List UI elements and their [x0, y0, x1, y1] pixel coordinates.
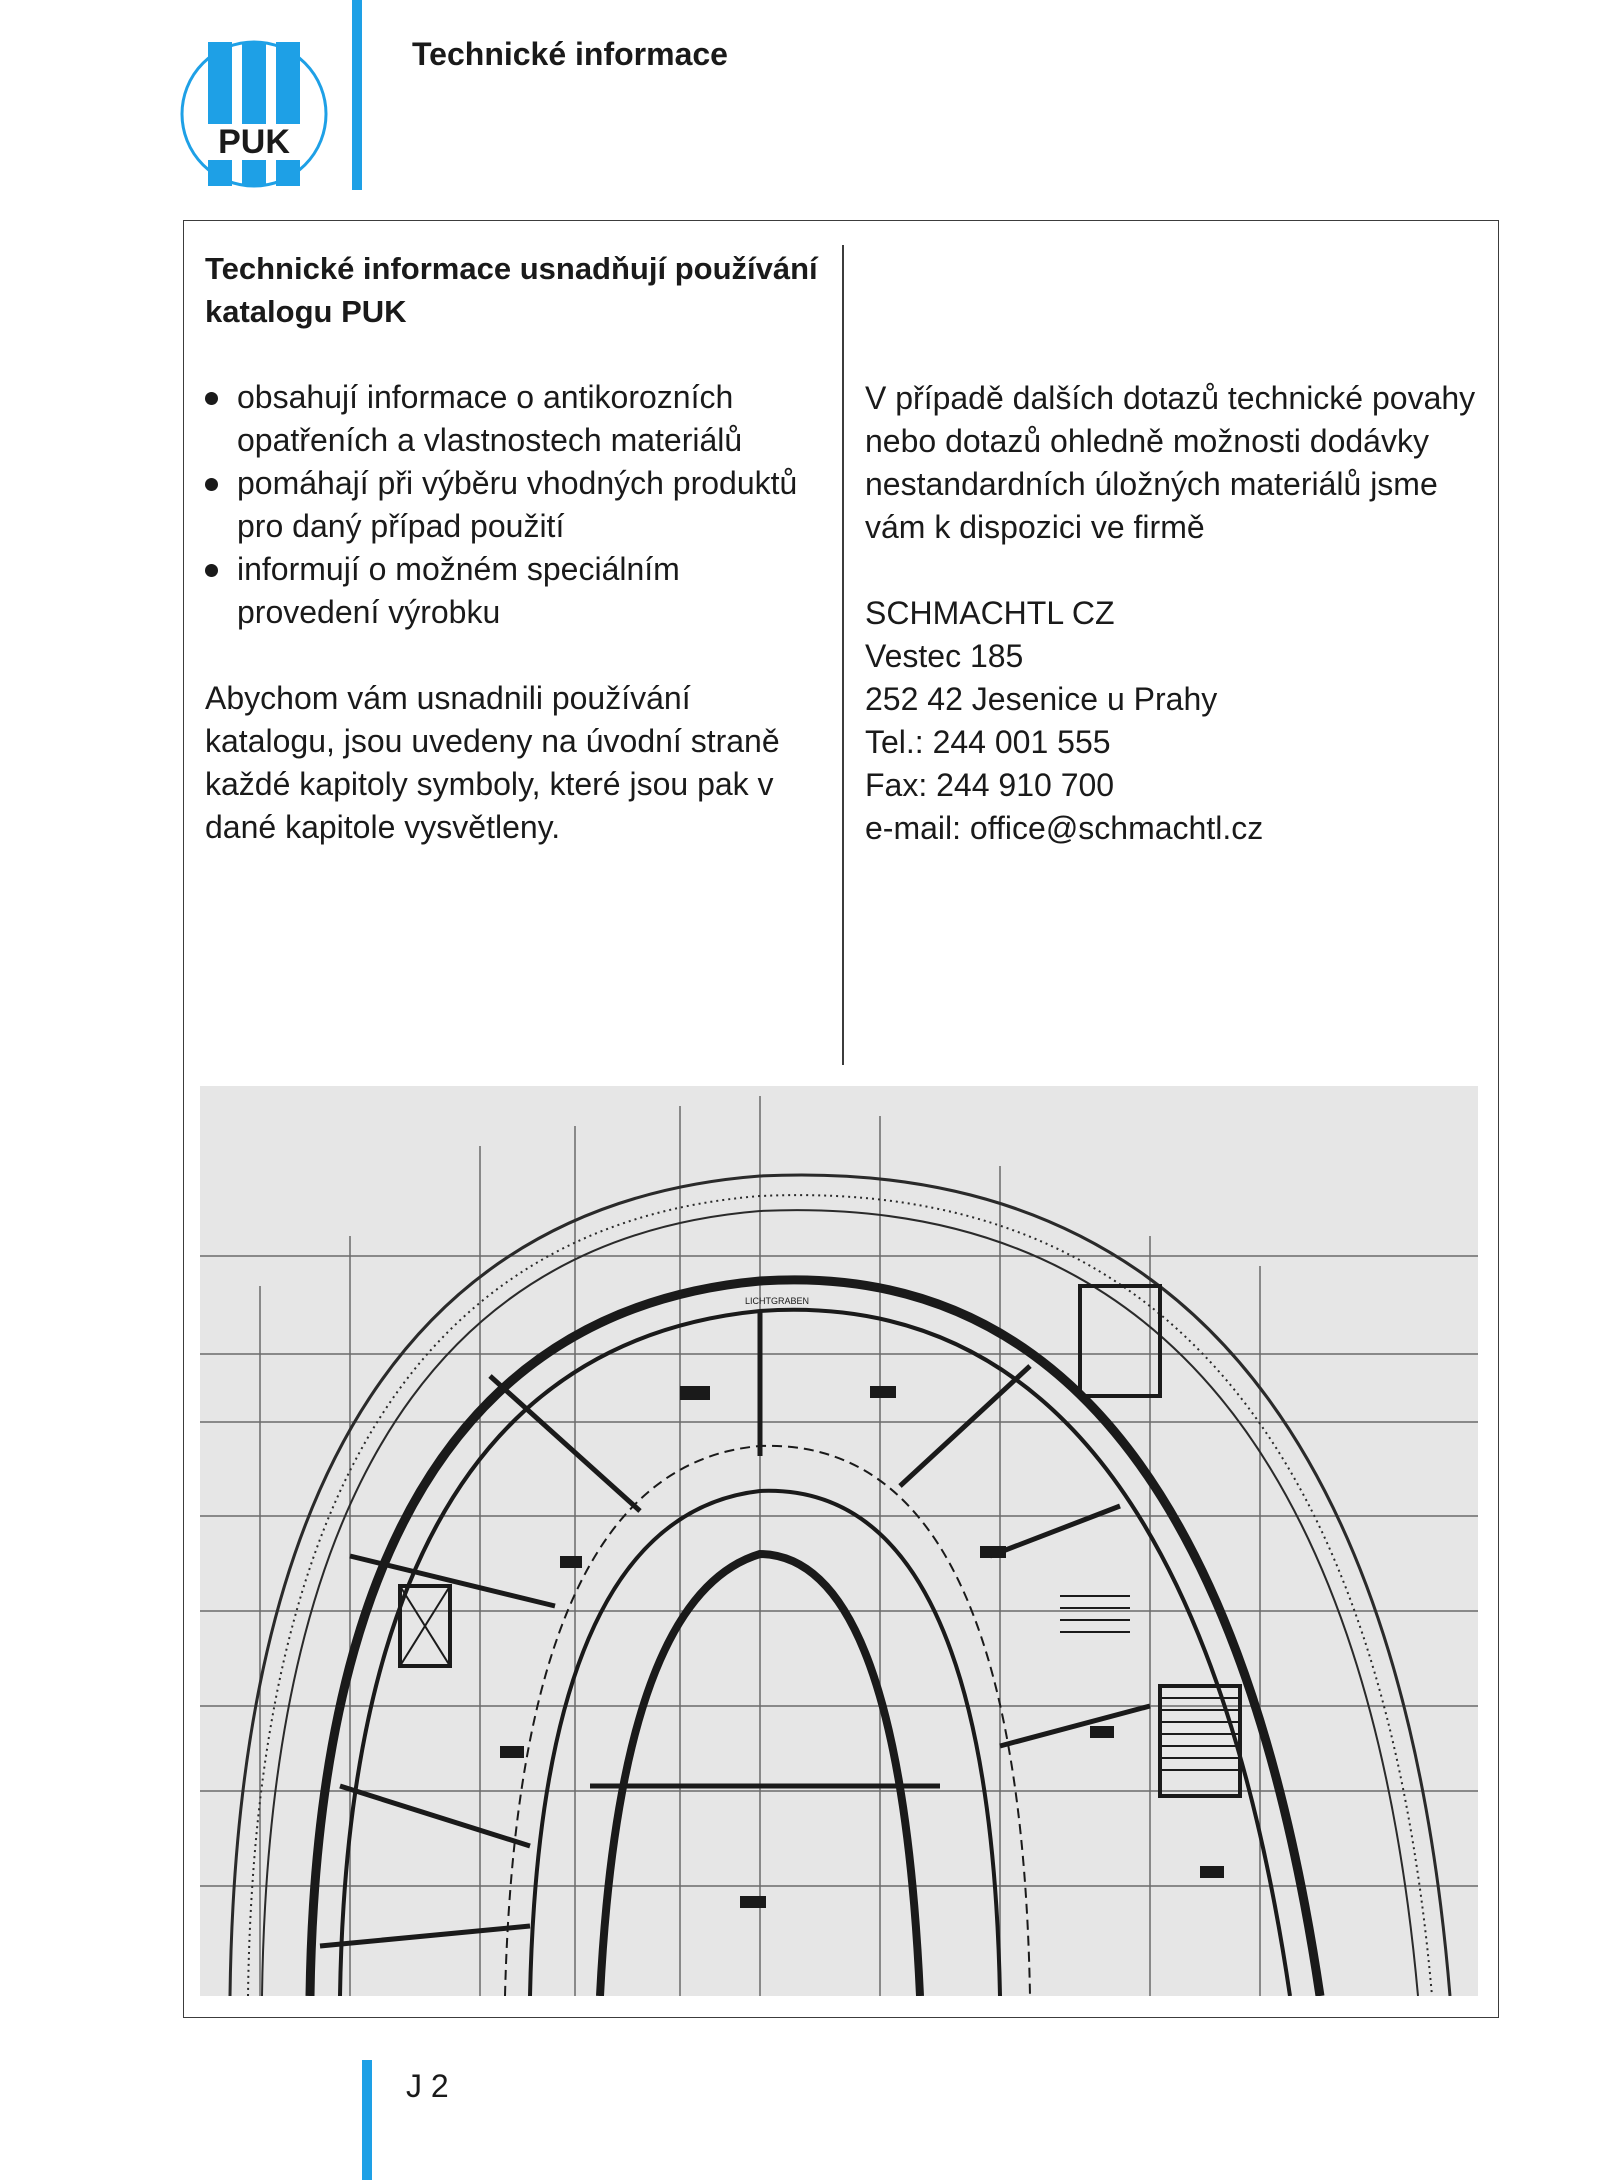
phone-number: Tel.: 244 001 555 [865, 724, 1111, 760]
bullet-icon [205, 564, 218, 577]
list-item [205, 462, 825, 548]
city-address: 252 42 Jesenice u Prahy [865, 681, 1218, 717]
column-divider [842, 245, 844, 1065]
lead-heading: Technické informace usnadňují používání katalogu PUK [205, 251, 818, 329]
logo-text: PUK [218, 123, 290, 161]
contact-intro: V případě dalších dotazů technické povahy nebo dotazů ohledně možnosti dodávky nestandardních úložných materiálů jsme vám k dispozici ve firmě [865, 380, 1476, 545]
puk-logo-icon [180, 40, 328, 188]
list-item-text: informují o možném speciálním provedení výrobku [237, 551, 680, 630]
email-address: e-mail: office@schmachtl.cz [865, 810, 1264, 846]
list-item-text: pomáhají při výběru vhodných produktů pro daný případ použití [237, 465, 798, 544]
street-address: Vestec 185 [865, 638, 1024, 674]
page-number: J 2 [406, 2068, 449, 2104]
floor-plan-image [200, 1086, 1478, 1996]
page-title: Technické informace [412, 36, 728, 72]
footer-accent-bar [362, 2060, 372, 2180]
list-item [205, 376, 825, 462]
right-column [865, 377, 1485, 850]
left-column [205, 247, 825, 849]
feature-list [205, 376, 825, 634]
usage-paragraph: Abychom vám usnadnili používání katalogu, jsou uvedeny na úvodní straně každé kapitoly symboly, které jsou pak v dané kapitole vysvětleny. [205, 680, 780, 845]
contact-block [865, 592, 1485, 850]
list-item [205, 548, 825, 634]
fax-number: Fax: 244 910 700 [865, 767, 1115, 803]
company-name: SCHMACHTL CZ [865, 595, 1115, 631]
bullet-icon [205, 478, 218, 491]
header-accent-bar [352, 0, 362, 190]
plan-label: LICHTGRABEN [745, 1296, 810, 1306]
list-item-text: obsahují informace o antikorozních opatřeních a vlastnostech materiálů [237, 379, 743, 458]
bullet-icon [205, 392, 218, 405]
